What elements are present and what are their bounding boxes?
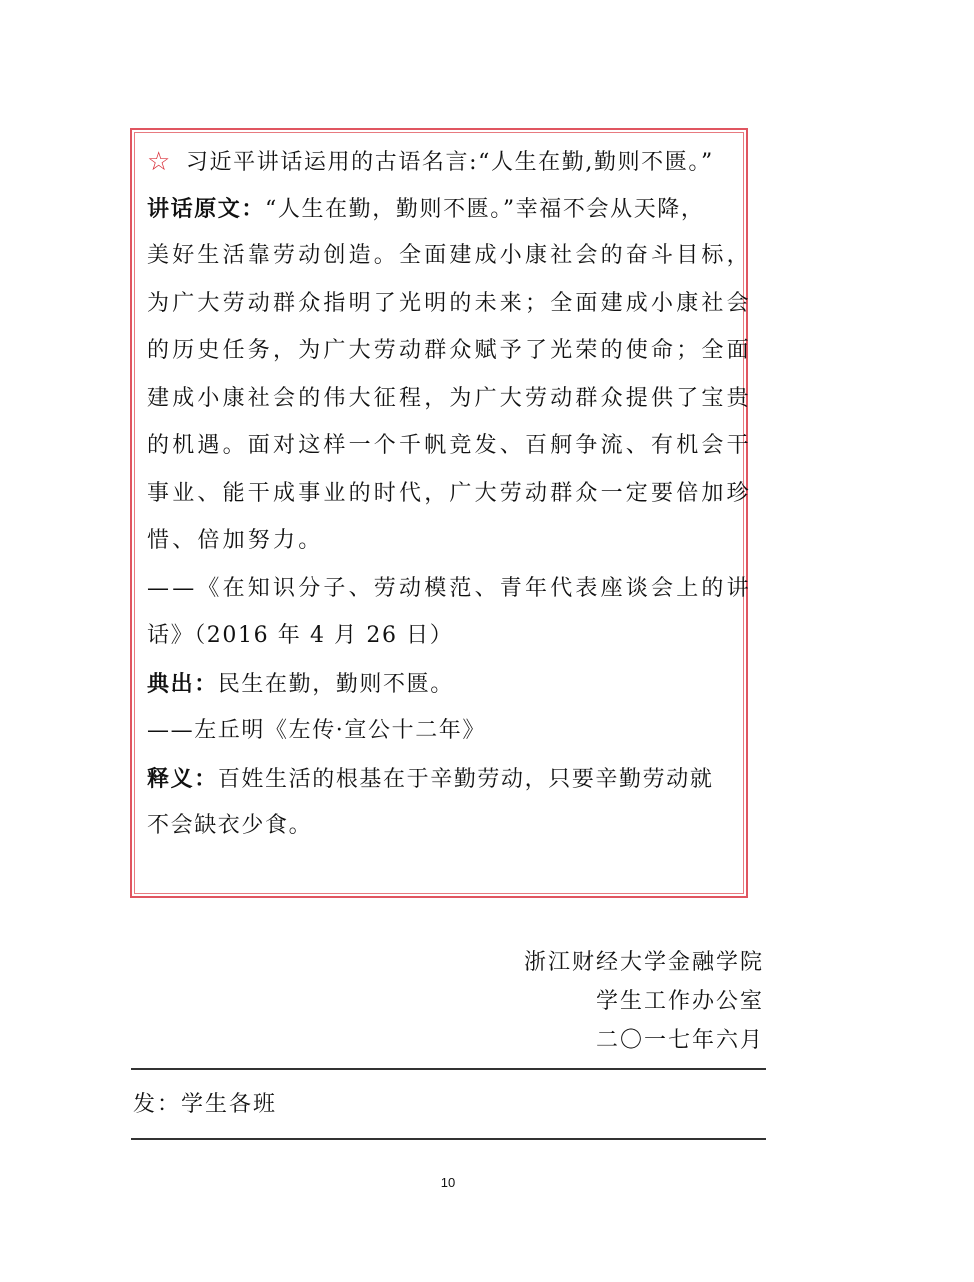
speech-source-line-2: 话》（2016 年 4 月 26 日）	[147, 623, 454, 648]
speech-line-3: 为广大劳动群众指明了光明的未来；全面建成小康社会	[147, 291, 752, 316]
distribution-line: 发：学生各班	[133, 1092, 278, 1117]
signature-date: 二〇一七年六月	[595, 1028, 764, 1053]
meaning-line-2: 不会缺衣少食。	[147, 813, 313, 838]
speech-source-line-1: ——《在知识分子、劳动模范、青年代表座谈会上的讲	[147, 576, 752, 601]
meaning-label: 释义：	[147, 766, 218, 792]
speech-line-8: 惜、倍加努力。	[147, 528, 324, 553]
meaning-line-1: 释义：百姓生活的根基在于辛勤劳动，只要辛勤劳动就	[147, 766, 714, 792]
bottom-divider	[131, 1138, 766, 1140]
speech-line-7: 事业、能干成事业的时代，广大劳动群众一定要倍加珍	[147, 481, 752, 506]
star-icon: ☆	[147, 147, 172, 177]
signature-office: 学生工作办公室	[595, 989, 764, 1014]
origin-label: 典出：	[147, 671, 218, 697]
heading-text: 习近平讲话运用的古语名言:“人生在勤,勤则不匮。”	[185, 150, 714, 175]
origin-line	[147, 669, 739, 699]
origin-source: ——左丘明《左传·宣公十二年》	[147, 718, 486, 743]
speech-line-4: 的历史任务，为广大劳动群众赋予了光荣的使命；全面	[147, 338, 752, 363]
speech-line-5: 建成小康社会的伟大征程，为广大劳动群众提供了宝贵	[147, 386, 752, 411]
speech-line-1: 讲话原文：“人生在勤，勤则不匮。”幸福不会从天降，	[147, 196, 705, 222]
signature-org: 浙江财经大学金融学院	[523, 950, 764, 975]
speech-line-2: 美好生活靠劳动创造。全面建成小康社会的奋斗目标，	[147, 243, 752, 268]
origin-text: 民生在勤，勤则不匮。	[217, 672, 454, 697]
speech-line-6: 的机遇。面对这样一个千帆竞发、百舸争流、有机会干	[147, 433, 752, 458]
page-number: 10	[440, 1175, 456, 1190]
heading-line	[147, 147, 739, 177]
top-divider	[131, 1068, 766, 1070]
speech-label: 讲话原文：	[147, 196, 266, 222]
